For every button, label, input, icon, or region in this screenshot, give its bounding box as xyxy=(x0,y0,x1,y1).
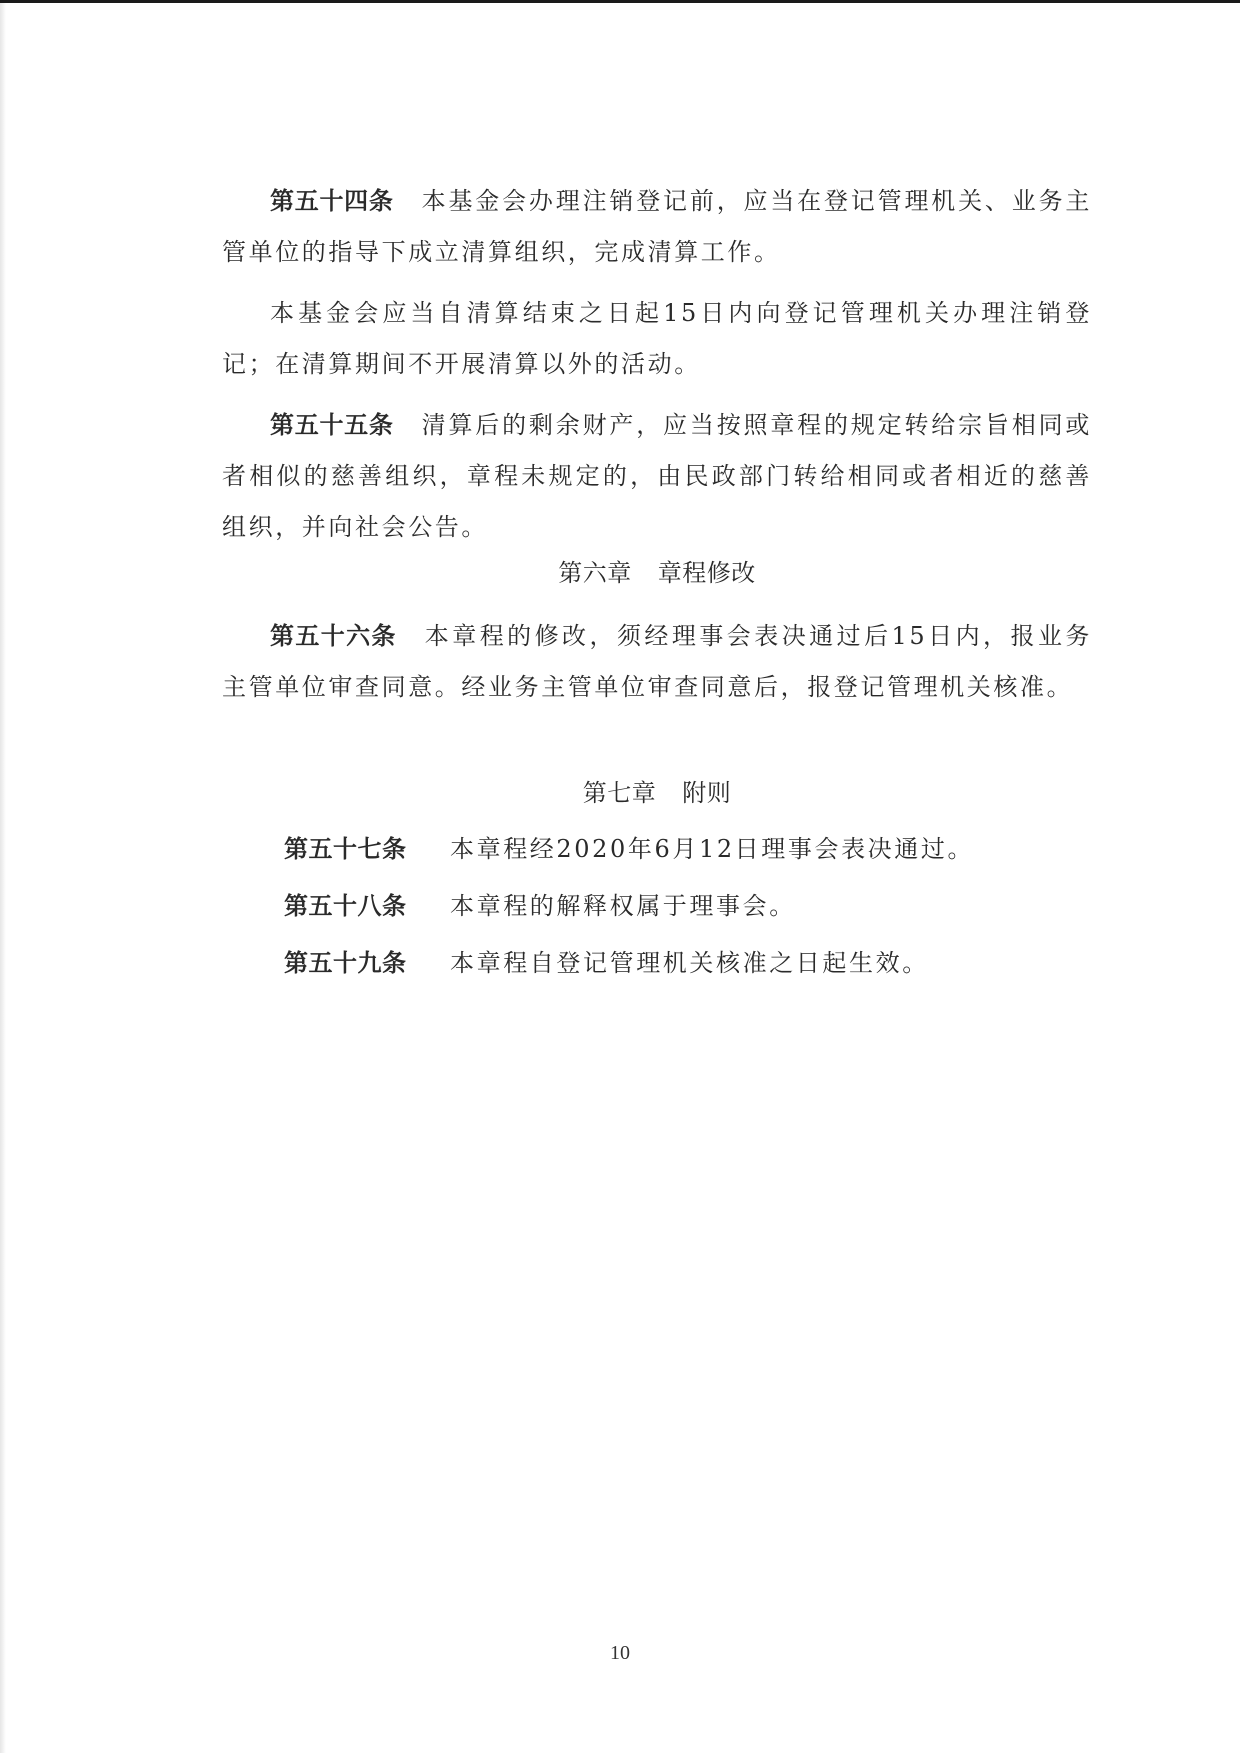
article-59-number: 第五十九条 xyxy=(284,949,407,977)
article-58-text: 本章程的解释权属于理事会。 xyxy=(450,892,796,920)
article-54-paragraph-2: 本基金会应当自清算结束之日起15日内向登记管理机关办理注销登记；在清算期间不开展清算以外的活动。 xyxy=(222,299,1092,378)
chapter-6-title: 章程修改 xyxy=(657,559,756,587)
article-56-number: 第五十六条 xyxy=(270,622,397,650)
chapter-7-number: 第七章 xyxy=(582,779,657,807)
article-55 xyxy=(222,400,1092,553)
scan-edge xyxy=(0,0,6,1753)
chapter-6-heading xyxy=(222,553,1092,593)
article-54 xyxy=(222,176,1092,278)
chapter-6-number: 第六章 xyxy=(558,559,632,587)
page-number: 10 xyxy=(610,1642,630,1664)
article-57-text: 本章程经2020年6月12日理事会表决通过。 xyxy=(450,835,975,863)
article-55-text: 清算后的剩余财产，应当按照章程的规定转给宗旨相同或者相似的慈善组织，章程未规定的，由民政部门转给相同或者相近的慈善组织，并向社会公告。 xyxy=(222,411,1093,541)
article-55-number: 第五十五条 xyxy=(270,411,394,439)
article-59 xyxy=(222,943,1092,983)
article-56-text: 本章程的修改，须经理事会表决通过后15日内，报业务主管单位审查同意。经业务主管单位审查同意后，报登记管理机关核准。 xyxy=(222,622,1092,701)
chapter-7-title: 附则 xyxy=(682,779,732,807)
article-56 xyxy=(222,611,1092,713)
article-58 xyxy=(222,886,1092,926)
article-57 xyxy=(222,829,1092,869)
scan-top-edge xyxy=(0,0,1240,3)
article-54-text: 本基金会办理注销登记前，应当在登记管理机关、业务主管单位的指导下成立清算组织，完成清算工作。 xyxy=(222,187,1093,266)
chapter-7-heading xyxy=(222,773,1092,813)
article-58-number: 第五十八条 xyxy=(284,892,407,920)
article-59-text: 本章程自登记管理机关核准之日起生效。 xyxy=(450,949,929,977)
article-57-number: 第五十七条 xyxy=(284,835,407,863)
article-54-number: 第五十四条 xyxy=(270,187,394,215)
document-body xyxy=(222,176,1092,983)
